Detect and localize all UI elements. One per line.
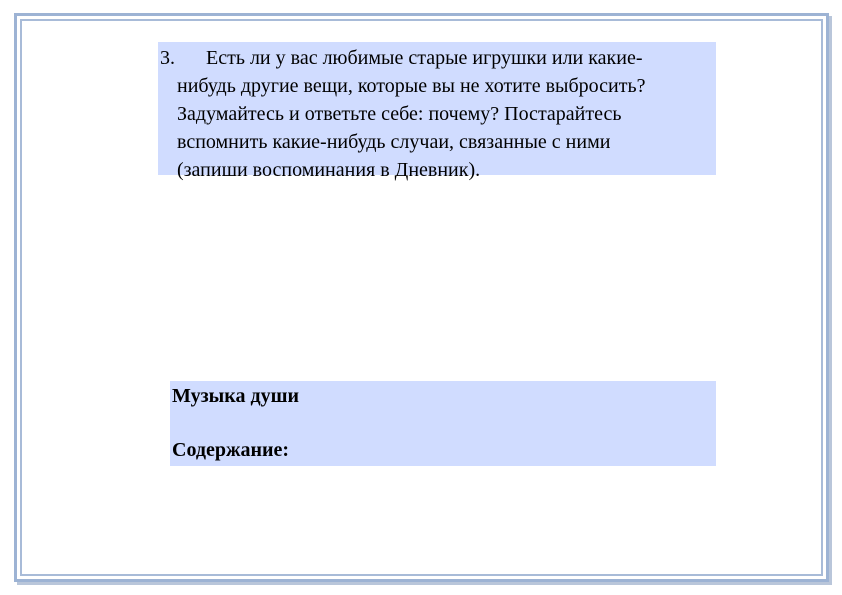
page-frame-shadow bbox=[829, 16, 832, 585]
question-line: вспомнить какие-нибудь случаи, связанные с ними bbox=[177, 131, 611, 153]
question-block bbox=[158, 42, 716, 181]
question-line bbox=[160, 44, 708, 72]
section-block bbox=[170, 381, 716, 466]
section-title: Музыка души bbox=[172, 385, 300, 407]
question-text: Есть ли у вас любимые старые игрушки или какие- bbox=[206, 47, 643, 69]
question-line: (запиши воспоминания в Дневник). bbox=[177, 159, 481, 181]
page-frame-shadow bbox=[17, 582, 832, 585]
question-number: 3. bbox=[160, 47, 175, 69]
contents-label: Содержание: bbox=[172, 439, 290, 461]
question-line: Задумайтесь и ответьте себе: почему? Постарайтесь bbox=[177, 103, 622, 125]
question-line: нибудь другие вещи, которые вы не хотите выбросить? bbox=[177, 75, 646, 97]
